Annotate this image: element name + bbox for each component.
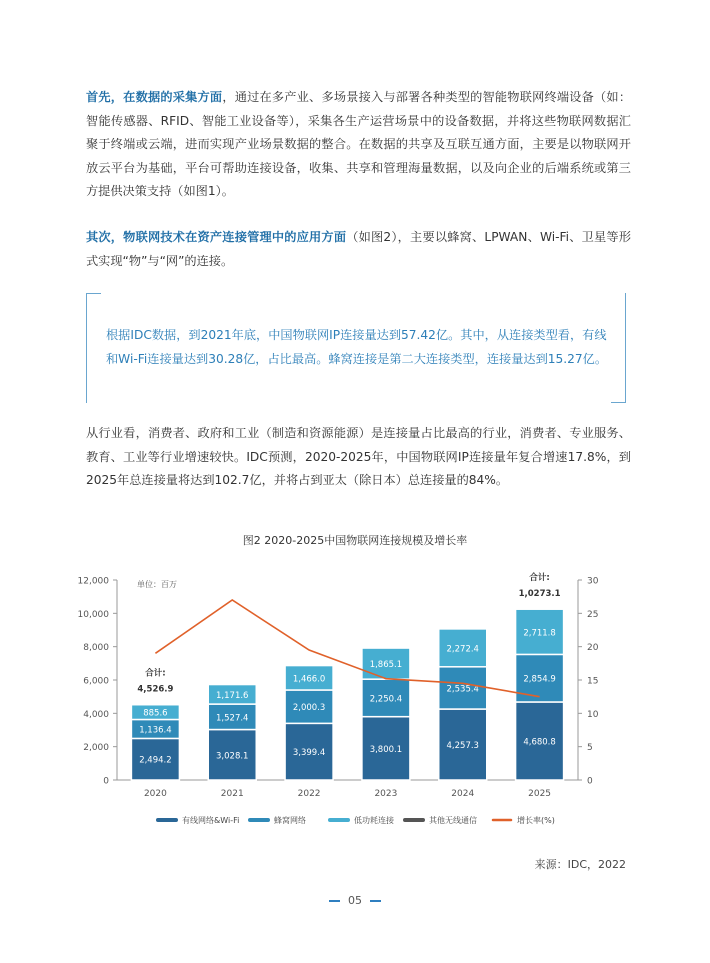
page-number: [0, 894, 710, 907]
bar-value-label: 4,680.8: [523, 737, 556, 748]
y-tick-label: 6,000: [83, 676, 109, 687]
bar-value-label: 4,257.3: [446, 741, 479, 752]
bar-value-label: 3,028.1: [216, 751, 249, 762]
y2-tick-label: 15: [587, 676, 599, 687]
unit-label: 单位：百万: [137, 580, 177, 589]
y2-tick-label: 30: [587, 576, 599, 587]
bar-value-label: 2,494.2: [139, 755, 172, 766]
bar-value-label: 2,000.3: [292, 703, 326, 714]
x-tick-label: 2020: [143, 789, 167, 799]
source-note: 来源：IDC，2022: [534, 858, 626, 871]
paragraph-highlight: 其次，物联网技术在资产连接管理中的应用方面: [86, 230, 347, 244]
legend-label: 有线网络&Wi-Fi: [182, 816, 240, 825]
iot-connection-chart: [0, 520, 710, 840]
y-tick-label: 0: [103, 776, 109, 787]
bar-value-label: 1,136.4: [139, 725, 172, 736]
y-tick-label: 10,000: [77, 609, 109, 620]
bar-value-label: 1,527.4: [216, 713, 249, 724]
bar-value-label: 3,800.1: [369, 744, 403, 755]
bar-value-label: 1,466.0: [292, 674, 326, 685]
total-label: 合计:: [529, 573, 550, 584]
bar-value-label: 2,250.4: [369, 694, 403, 705]
x-tick-label: 2024: [451, 789, 475, 799]
quote-right-line: [625, 293, 626, 403]
y2-tick-label: 25: [587, 609, 599, 620]
bar-value-label: 2,535.4: [446, 684, 479, 695]
y-tick-label: 8,000: [83, 643, 109, 654]
chart-bars: [131, 572, 563, 780]
x-tick-label: 2022: [297, 789, 321, 799]
y-tick-label: 2,000: [83, 743, 109, 754]
bar-value-label: 2,854.9: [523, 674, 556, 685]
y2-tick-label: 5: [587, 743, 593, 754]
y-tick-label: 12,000: [77, 576, 109, 587]
paragraph-text: （如图2），主要以蜂窝、LPWAN、Wi-Fi、卫星等形式实现“物”与“网”的连接。: [86, 230, 632, 268]
bar-value-label: 885.6: [143, 708, 168, 719]
paragraph-text: ，通过在多产业、多场景接入与部署各种类型的智能物联网终端设备（如：智能传感器、RFID、智能工业设备等），采集各生产运营场景中的设备数据，并将这些物联网数据汇聚于终端或云端，进而实现产业场景数据的整合。在数据的共享及互联互通方面，主要是以物联网开放云平台为基础，平台可帮助连接设备，收集、共享和管理海量数据，以及向企业的后端系统或第三方提供决策支持（如图1）。: [86, 90, 632, 198]
bar-value-label: 2,272.4: [446, 644, 479, 655]
bar-value-label: 2,711.8: [523, 628, 556, 639]
quote-text: 根据IDC数据，到2021年底，中国物联网IP连接量达到57.42亿。其中，从连接类型看，有线和Wi-Fi连接量达到30.28亿，占比最高。蜂窝连接是第二大连接类型，连接量达到15.27亿。: [106, 328, 608, 366]
page-number-text: 05: [348, 894, 362, 907]
x-tick-label: 2023: [374, 789, 398, 799]
x-tick-label: 2021: [220, 789, 244, 799]
quote-left-line: [86, 293, 87, 403]
paragraph-highlight: 首先，在数据的采集方面: [86, 90, 223, 104]
x-tick-label: 2025: [528, 789, 552, 799]
legend-label: 蜂窝网络: [274, 816, 306, 825]
quote-corner-top-left: [86, 293, 101, 306]
bar-value-label: 1,171.6: [216, 690, 249, 701]
legend-label: 其他无线通信: [429, 816, 477, 825]
bar-value-label: 1,865.1: [369, 660, 403, 671]
y2-tick-label: 10: [587, 709, 599, 720]
paragraph-industry: [86, 422, 631, 493]
total-label: 合计:: [145, 668, 166, 679]
paragraph-asset-connection: [86, 226, 631, 273]
bar-value-label: 3,399.4: [292, 748, 326, 759]
chart-legend: [158, 815, 555, 825]
y2-tick-label: 0: [587, 776, 593, 787]
paragraph-data-collection: [86, 86, 631, 204]
chart-title: 图2 2020-2025中国物联网连接规模及增长率: [242, 534, 468, 547]
quote-box: [86, 293, 626, 403]
total-value: 1,0273.1: [518, 589, 561, 600]
y-tick-label: 4,000: [83, 709, 109, 720]
page-dash-left: [329, 900, 340, 902]
y2-tick-label: 20: [587, 643, 599, 654]
legend-label: 增长率(%): [517, 816, 555, 825]
page-dash-right: [370, 900, 381, 902]
total-value: 4,526.9: [137, 684, 174, 695]
paragraph-text: 从行业看，消费者、政府和工业（制造和资源能源）是连接量占比最高的行业，消费者、专业服务、教育、工业等行业增速较快。IDC预测，2020-2025年，中国物联网IP连接量年复合增速17.8%，到2025年总连接量将达到102.7亿，并将占到亚太（除日本）总连接量的84%。: [86, 426, 631, 487]
quote-corner-bottom-right: [611, 390, 626, 403]
legend-label: 低功耗连接: [354, 816, 394, 825]
